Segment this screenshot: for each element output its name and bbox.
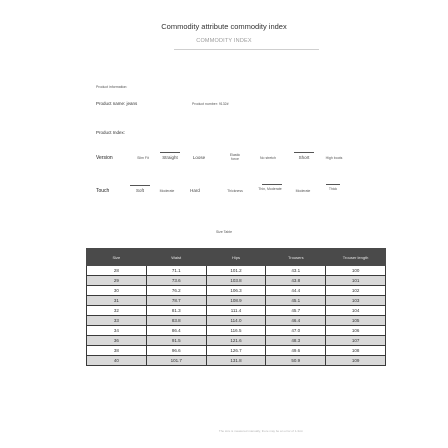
- table-header-row: [87, 249, 386, 266]
- cell-trouser-length: 106: [326, 326, 386, 336]
- column-header-trouser-length: Trouser length: [326, 249, 386, 266]
- cell-hips: 121.6: [206, 336, 266, 346]
- cell-waist: 96.6: [146, 346, 206, 356]
- cell-size: 36: [87, 336, 147, 346]
- table-row: [87, 286, 386, 296]
- cell-trousers: 43.8: [266, 276, 326, 286]
- option-moderate: Moderate: [159, 189, 175, 193]
- option-selected-marker: [130, 185, 150, 186]
- option-straight: Straight: [162, 155, 178, 160]
- cell-waist: 76.2: [146, 286, 206, 296]
- cell-trouser-length: 100: [326, 266, 386, 276]
- product-name: Product name: jeans: [96, 101, 138, 106]
- cell-size: 31: [87, 296, 147, 306]
- cell-trousers: 43.1: [266, 266, 326, 276]
- cell-size: 29: [87, 276, 147, 286]
- page-subtitle: COMMODITY INDEX: [196, 38, 252, 44]
- cell-size: 32: [87, 306, 147, 316]
- cell-waist: 81.3: [146, 306, 206, 316]
- product-number: Product number: 9132#: [192, 102, 229, 106]
- option-hard: Hard: [190, 188, 200, 193]
- cell-trousers: 48.3: [266, 336, 326, 346]
- option-selected-marker: [160, 152, 180, 153]
- cell-hips: 126.7: [206, 346, 266, 356]
- column-header-waist: Waist: [146, 249, 206, 266]
- cell-hips: 106.3: [206, 286, 266, 296]
- table-row: [87, 316, 386, 326]
- size-footnote: The size is measured manually, there may be an error of 1-3cm: [218, 429, 304, 433]
- cell-size: 40: [87, 356, 147, 366]
- cell-trousers: 47.0: [266, 326, 326, 336]
- option-high-boots: High boots: [325, 156, 343, 160]
- product-index-label: Product Index:: [96, 130, 126, 135]
- table-row: [87, 306, 386, 316]
- cell-trouser-length: 109: [326, 356, 386, 366]
- cell-size: 38: [87, 346, 147, 356]
- option-thick: Thick: [328, 187, 338, 191]
- cell-trousers: 44.4: [266, 286, 326, 296]
- cell-hips: 101.2: [206, 266, 266, 276]
- cell-trousers: 50.9: [266, 356, 326, 366]
- product-info-label: Product information:: [96, 85, 128, 89]
- cell-size: 33: [87, 316, 147, 326]
- cell-trouser-length: 101: [326, 276, 386, 286]
- option-moderate-2: Moderate: [295, 189, 311, 193]
- option-selected-marker: [262, 184, 282, 185]
- table-row: [87, 326, 386, 336]
- cell-hips: 111.4: [206, 306, 266, 316]
- page-title: Commodity attribute commodity index: [161, 22, 287, 31]
- cell-hips: 114.0: [206, 316, 266, 326]
- column-header-trousers: Trousers: [266, 249, 326, 266]
- cell-trousers: 49.6: [266, 346, 326, 356]
- option-thickness: Thickness: [227, 189, 243, 193]
- option-elastic-force: Elastic force: [229, 153, 241, 161]
- cell-trousers: 46.4: [266, 316, 326, 326]
- cell-trouser-length: 108: [326, 346, 386, 356]
- subtitle-underline: [174, 49, 319, 50]
- cell-hips: 108.9: [206, 296, 266, 306]
- option-soft: Soft: [135, 188, 144, 193]
- cell-size: 34: [87, 326, 147, 336]
- cell-waist: 78.7: [146, 296, 206, 306]
- index-row-touch-label: Touch: [96, 188, 110, 194]
- cell-waist: 86.4: [146, 326, 206, 336]
- option-slim-fit: Slim Fit: [137, 156, 149, 160]
- option-short: Short: [298, 155, 310, 160]
- cell-trousers: 45.7: [266, 306, 326, 316]
- cell-waist: 73.6: [146, 276, 206, 286]
- cell-hips: 131.8: [206, 356, 266, 366]
- cell-size: 30: [87, 286, 147, 296]
- table-row: [87, 276, 386, 286]
- cell-trouser-length: 105: [326, 316, 386, 326]
- cell-size: 28: [87, 266, 147, 276]
- cell-trouser-length: 104: [326, 306, 386, 316]
- table-row: [87, 336, 386, 346]
- option-selected-marker: [294, 152, 314, 153]
- cell-hips: 103.8: [206, 276, 266, 286]
- table-row: [87, 346, 386, 356]
- cell-waist: 91.5: [146, 336, 206, 346]
- option-no-stretch: No stretch: [260, 156, 276, 160]
- size-table-caption: Size Table: [215, 230, 233, 234]
- cell-waist: 101.7: [146, 356, 206, 366]
- column-header-size: Size: [87, 249, 147, 266]
- cell-hips: 116.5: [206, 326, 266, 336]
- size-table: [86, 248, 386, 366]
- cell-waist: 71.1: [146, 266, 206, 276]
- cell-trouser-length: 107: [326, 336, 386, 346]
- table-row: [87, 296, 386, 306]
- option-thin-moderate: Thin, Moderate: [258, 187, 282, 191]
- column-header-hips: Hips: [206, 249, 266, 266]
- cell-trouser-length: 103: [326, 296, 386, 306]
- cell-trousers: 45.1: [266, 296, 326, 306]
- cell-waist: 83.8: [146, 316, 206, 326]
- option-selected-marker: [326, 184, 340, 185]
- cell-trouser-length: 102: [326, 286, 386, 296]
- index-row-version-label: Version: [96, 155, 113, 161]
- option-loose: Loose: [192, 155, 206, 160]
- table-row: [87, 266, 386, 276]
- table-row: [87, 356, 386, 366]
